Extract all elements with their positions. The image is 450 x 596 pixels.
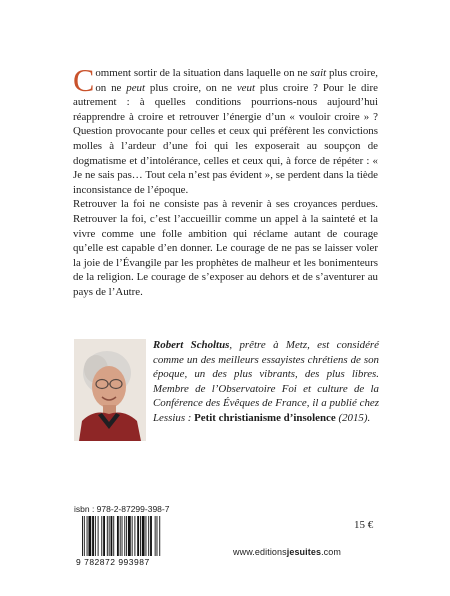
publisher-website-link[interactable]: www.editionsjesuites.com — [233, 547, 341, 557]
author-name: Robert Scholtus — [153, 339, 230, 351]
barcode-digits: 9 782872 993987 — [76, 557, 150, 567]
blurb-paragraph-2: Retrouver la foi ne consiste pas à revenir à ses croyances perdues. Retrouver la foi, c’est l’accueillir comme un appel à la sainteté et la vivre comme une folle ambition qui réclame autant de courage qu’elle est capable d’en donner. Le courage de ne pas se laisser voler la joie de l’Évangile par les prophètes de malheur et les bonimenteurs de la religion. Le courage de s’exposer au dehors et de s’aventurer au pays de l’Autre. — [73, 198, 378, 298]
author-portrait-image — [74, 339, 146, 441]
drop-cap: C — [73, 62, 95, 98]
author-bio: Robert Scholtus, prêtre à Metz, est considéré comme un des meilleurs essayistes chrétiens de son époque, un des plus vibrants, des plus libres. Membre de l’Observatoire Foi et culture de la Conférence des Évêques de France, il a publié chez Lessius : Petit christianisme d’insolence (2015). — [153, 339, 379, 424]
isbn-text: isbn : 978-2-87299-398-7 — [74, 504, 170, 514]
price-text: 15 € — [354, 519, 374, 531]
previous-book-title: Petit christianisme d’insolence — [194, 411, 336, 424]
cover-blurb — [73, 62, 379, 300]
blurb-paragraph-1: Comment sortir de la situation dans laquelle on ne sait plus croire, on ne peut plus croire, on ne veut plus croire ? Pour le dire autrement : à quelles conditions pourrions-nous aujourd’hui réapprendre à croire et retrouver l’énergie d’un « vouloir croire » ? Question provocante pour celles et ceux qui préfèrent les convictions molles à l’ardeur d’une foi qui les exposerait au soupçon de dogmatisme et d’intolérance, celles et ceux qui, à force de répéter : « Je ne sais pas… Tout cela n’est pas évident », se perdent dans la tiède inconsistance de l’époque. — [73, 62, 379, 196]
barcode-image — [82, 516, 183, 556]
author-photo — [74, 339, 146, 441]
